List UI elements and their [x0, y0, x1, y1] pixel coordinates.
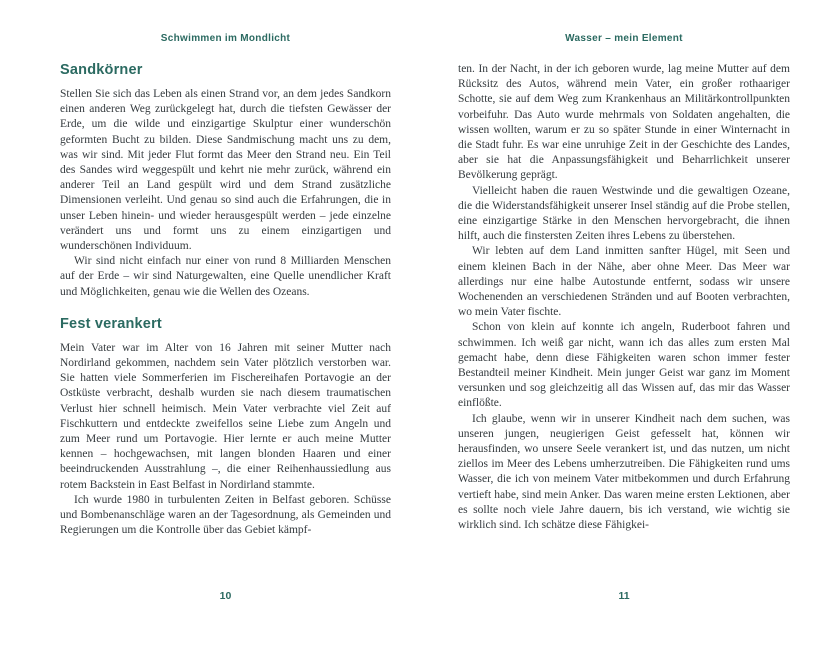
body-paragraph: ten. In der Nacht, in der ich geboren wurde, lag meine Mutter auf dem Rücksitz des Autos, während mein Vater, ein großer rothaariger Schotte, sie auf dem Weg zum Krankenhaus an Militärkontrollpunkten vorbeifuhr. Das Auto wurde mehrmals von Soldaten angehalten, die wissen wollten, warum er zu so später Stunde in einer Winternacht in die Stadt fuhr. Es war eine unruhige Zeit in der Geschichte des Landes, aber sie hat die Anpassungsfähigkeit und Beharrlichkeit unserer Bevölkerung geprägt.	[458, 63, 790, 182]
body-paragraph: Schon von klein auf konnte ich angeln, Ruderboot fahren und schwimmen. Ich weiß gar nicht, wann ich das alles zum ersten Mal gemacht habe, denn diese Fähigkeiten waren schon immer fester Bestandteil meiner Kindheit. Mein junger Geist war ganz im Moment versunken und sog gleichzeitig all das Wissen auf, das mir das Wasser einflößte.	[458, 321, 790, 410]
body-paragraph: Wir sind nicht einfach nur einer von rund 8 Milliarden Menschen auf der Erde – wir sind Naturgewalten, eine Quelle unendlicher Kraft und Möglichkeiten, genau wie die Wellen des Ozeans.	[60, 255, 391, 298]
body-paragraph: Ich wurde 1980 in turbulenten Zeiten in Belfast geboren. Schüsse und Bombenanschläge waren an der Tagesordnung, als Gemeinden und Regierungen um die Kontrolle über das Gebiet kämpf-	[60, 493, 391, 537]
body-paragraph: Vielleicht haben die rauen Westwinde und die gewaltigen Ozeane, die die Widerstandsfähigkeit unserer Insel ständig auf die Probe stellen, eine einzigartige Stärke in den Menschen hervorgebracht, die ihnen hilft, auch die finstersten Zeiten ihres Lebens zu überstehen.	[458, 184, 790, 243]
section-heading-sandkoerner: Sandkörner	[60, 62, 143, 78]
page-right	[458, 0, 790, 648]
body-paragraph: Ich glaube, wenn wir in unserer Kindheit nach dem suchen, was unseren jungen, neugierigen Geist gefesselt hat, können wir herausfinden, wo unsere Seele verankert ist, und das nutzen, um nicht ziellos im Meer des Lebens umherzutreiben. Die Fähigkeiten rund ums Wasser, die ich von meinem Vater mitbekommen und durch Erfahrung vertieft habe, sind mein Anker. Das waren meine ersten Lektionen, aber es sollte noch viele Jahre dauern, bis ich verstand, wie wichtig sie wirklich sind. Ich schätze diese Fähigkei-	[458, 412, 790, 532]
body-paragraph: Stellen Sie sich das Leben als einen Strand vor, an dem jedes Sandkorn einen anderen Weg zurückgelegt hat, durch die tiefsten Gewässer der Erde, um die wilde und einzigartige Skulptur einer wunderschön geformten Bucht zu bilden. Diese Sandmischung macht uns zu dem, was wir sind. Mit jeder Flut formt das Meer den Strand neu. Ein Teil des Sandes wird weggespült und kehrt nie mehr zurück, während ein anderer Teil an Land gespült wird und dem Strand zusätzliche Dimensionen verleiht. Und genau so sind auch die Erfahrungen, die in unser Leben hinein- und wieder herausgespült werden – jede einzelne verändert uns und formt uns zu einem einzigartigen und wunderschönen Individuum.	[60, 88, 391, 253]
page-right-content	[458, 62, 790, 533]
running-head-left: Schwimmen im Mondlicht	[160, 33, 291, 44]
running-head-right: Wasser – mein Element	[565, 33, 683, 44]
page-left-content	[60, 62, 391, 538]
page-number-left: 10	[219, 590, 232, 602]
section-heading-fest-verankert: Fest verankert	[60, 315, 162, 332]
page-number-right: 11	[618, 590, 630, 602]
body-paragraph: Wir lebten auf dem Land inmitten sanfter Hügel, mit Seen und einem kleinen Bach in der Nähe, aber ohne Meer. Das Meer war allerdings nur eine halbe Autostunde entfernt, sodass wir unsere Wochenenden an verschiedenen Stränden und auf Booten verbrachten, wo mein Vater fischte.	[458, 245, 790, 319]
page-left	[60, 0, 391, 648]
body-paragraph: Mein Vater war im Alter von 16 Jahren mit seiner Mutter nach Nordirland gekommen, nachdem sein Vater plötzlich verstorben war. Sie hatten viele Sommerferien im Fischereihafen Portavogie an der Ostküste verbracht, deshalb wurden sie nach diesem traumatischen Verlust hier schnell heimisch. Mein Vater verbrachte viel Zeit auf Fischkuttern und entdeckte zweifellos seine Liebe zum Angeln und zum Meer rund um Portavogie. Hier lernte er auch meine Mutter kennen – hochgewachsen, mit langen blonden Haaren und einer beeindruckenden Ausstrahlung –, die einer Reihenhaussiedlung aus rotem Backstein in East Belfast in Nordirland stammte.	[60, 341, 391, 491]
